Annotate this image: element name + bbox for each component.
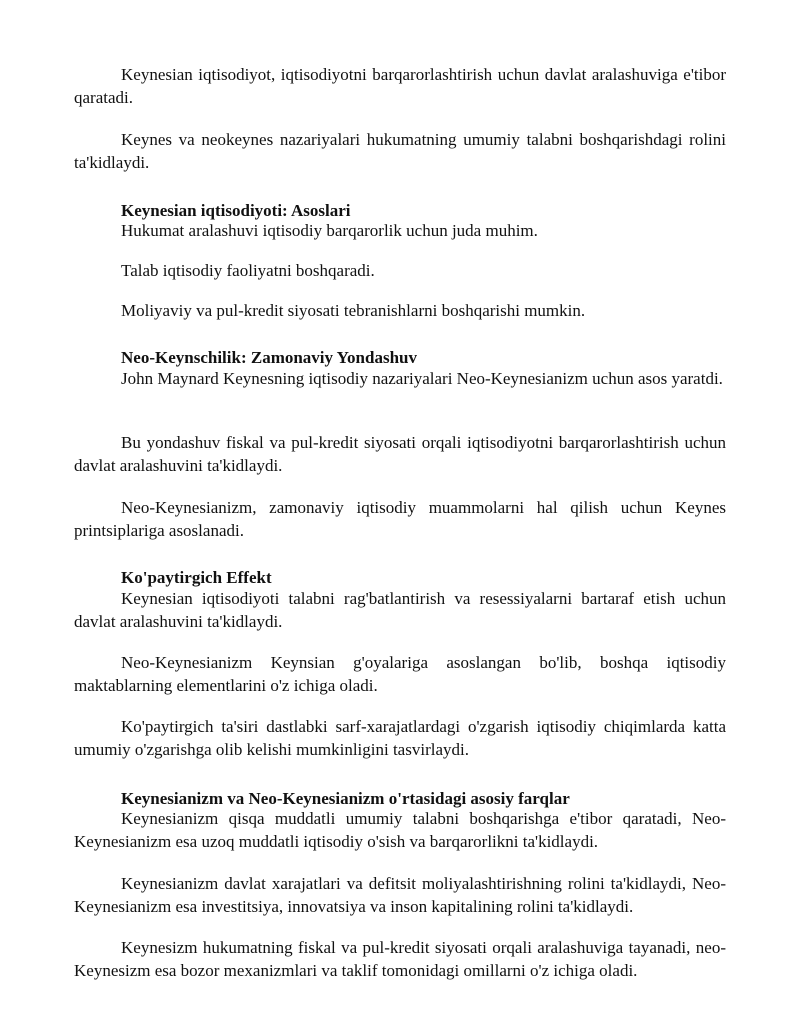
section-heading-differences: Keynesianizm va Neo-Keynesianizm o'rtasidagi asosiy farqlar [121, 789, 570, 808]
section-heading-neo-keynesian: Neo-Keynschilik: Zamonaviy Yondashuv [121, 348, 417, 367]
foundations-paragraph-2: Talab iqtisodiy faoliyatni boshqaradi. [121, 261, 375, 280]
differences-paragraph-3: Keynesizm hukumatning fiskal va pul-kredit siyosati orqali aralashuviga tayanadi, neo-Keynesizm esa bozor mexanizmlari va taklif tomonidagi omillarni o'z ichiga oladi. [74, 938, 726, 980]
multiplier-paragraph-3: Ko'paytirgich ta'siri dastlabki sarf-xarajatlardagi o'zgarish iqtisodiy chiqimlarda katta umumiy o'zgarishga olib kelishi mumkinligini tasvirlaydi. [74, 717, 726, 759]
neo-keynesian-paragraph-3: Neo-Keynesianizm, zamonaviy iqtisodiy muammolarni hal qilish uchun Keynes printsiplariga asoslanadi. [74, 498, 726, 540]
neo-keynesian-paragraph-1: John Maynard Keynesning iqtisodiy nazariyalari Neo-Keynesianizm uchun asos yaratdi. [121, 369, 723, 388]
foundations-paragraph-3: Moliyaviy va pul-kredit siyosati tebranishlarni boshqarishi mumkin. [121, 301, 586, 320]
differences-paragraph-1: Keynesianizm qisqa muddatli umumiy talabni boshqarishga e'tibor qaratadi, Neo-Keynesianizm esa uzoq muddatli iqtisodiy o'sish va barqarorlikni ta'kidlaydi. [74, 809, 726, 851]
intro-paragraph-2: Keynes va neokeynes nazariyalari hukumatning umumiy talabni boshqarishdagi rolini ta'kidlaydi. [74, 130, 726, 172]
intro-paragraph-1: Keynesian iqtisodiyot, iqtisodiyotni barqarorlashtirish uchun davlat aralashuviga e'tibor qaratadi. [74, 65, 726, 107]
foundations-paragraph-1: Hukumat aralashuvi iqtisodiy barqarorlik uchun juda muhim. [121, 221, 538, 240]
multiplier-paragraph-1: Keynesian iqtisodiyoti talabni rag'batlantirish va resessiyalarni bartaraf etish uchun davlat aralashuvini ta'kidlaydi. [74, 589, 726, 631]
section-heading-multiplier: Ko'paytirgich Effekt [121, 568, 272, 587]
multiplier-paragraph-2: Neo-Keynesianizm Keynsian g'oyalariga asoslangan bo'lib, boshqa iqtisodiy maktablarning elementlarini o'z ichiga oladi. [74, 653, 726, 695]
section-heading-foundations: Keynesian iqtisodiyoti: Asoslari [121, 201, 351, 220]
neo-keynesian-paragraph-2: Bu yondashuv fiskal va pul-kredit siyosati orqali iqtisodiyotni barqarorlashtirish uchun davlat aralashuvini ta'kidlaydi. [74, 433, 726, 475]
differences-paragraph-2: Keynesianizm davlat xarajatlari va defitsit moliyalashtirishning rolini ta'kidlaydi, Neo-Keynesianizm esa investitsiya, innovatsiya va inson kapitalining rolini ta'kidlaydi. [74, 874, 726, 916]
